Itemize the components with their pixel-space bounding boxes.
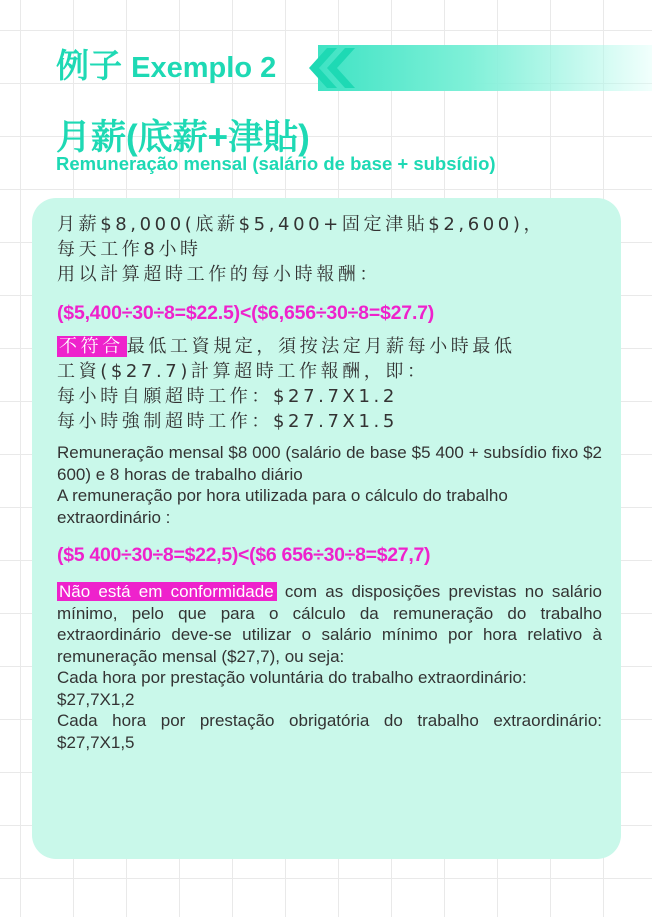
- pt-voluntary-line-2: $27,7X1,2: [57, 689, 135, 709]
- zh-highlight-badge: 不符合: [57, 336, 127, 357]
- example-label-zh: 例子: [56, 47, 122, 84]
- page-title: 月薪(底薪+津貼): [56, 118, 310, 157]
- zh-intro-line-2: 每天工作8小時: [57, 239, 202, 260]
- pt-calc-line-2: extraordinário :: [57, 507, 171, 527]
- zh-intro-line-3: 用以計算超時工作的每小時報酬：: [57, 264, 381, 285]
- zh-intro-line-1: 月薪$8,000(底薪$5,400+固定津貼$2,600)，: [57, 214, 546, 235]
- card-content: [57, 210, 602, 753]
- pt-voluntary-line-1: Cada hora por prestação voluntária do trabalho extraordinário:: [57, 668, 527, 687]
- formula-zh: ($5,400÷30÷8=$22.5)<($6,656÷30÷8=$27.7): [57, 302, 435, 324]
- pt-compulsory: Cada hora por prestação obrigatória do trabalho extraordinário: $27,7X1,5: [57, 711, 602, 752]
- formula-pt: ($5 400÷30÷8=$22,5)<($6 656÷30÷8=$27,7): [57, 544, 431, 566]
- pt-rule-rest: com as disposições previstas no salário mínimo, pelo que para o cálculo da remuneração do trabalho extraordinário deve-se utilizar o salário mínimo por hora relativo à remuneração mensal ($27,7), ou seja:: [57, 582, 603, 666]
- pt-calc-line-1: A remuneração por hora utilizada para o cálculo do trabalho: [57, 486, 508, 505]
- pt-rule: [57, 581, 602, 667]
- zh-rule-line-1: [57, 334, 602, 359]
- zh-voluntary: 每小時自願超時工作：$27.7X1.2: [57, 386, 398, 407]
- page-subtitle: Remuneração mensal (salário de base + subsídio): [56, 153, 496, 174]
- example-label: [56, 40, 276, 87]
- double-chevron-left-icon: [305, 45, 365, 91]
- zh-rule-line-2: 工資($27.7)計算超時工作報酬，即：: [57, 361, 429, 382]
- zh-rule-rest: 最低工資規定，須按法定月薪每小時最低: [126, 336, 516, 357]
- pt-highlight-badge: Não está em conformidade: [57, 582, 277, 601]
- zh-compulsory: 每小時強制超時工作：$27.7X1.5: [57, 411, 398, 432]
- example-label-pt: Exemplo 2: [131, 52, 277, 84]
- pt-intro: Remuneração mensal $8 000 (salário de base $5 400 + subsídio fixo $2 600) e 8 horas de trabalho diário: [57, 443, 602, 484]
- header-banner: [318, 45, 652, 91]
